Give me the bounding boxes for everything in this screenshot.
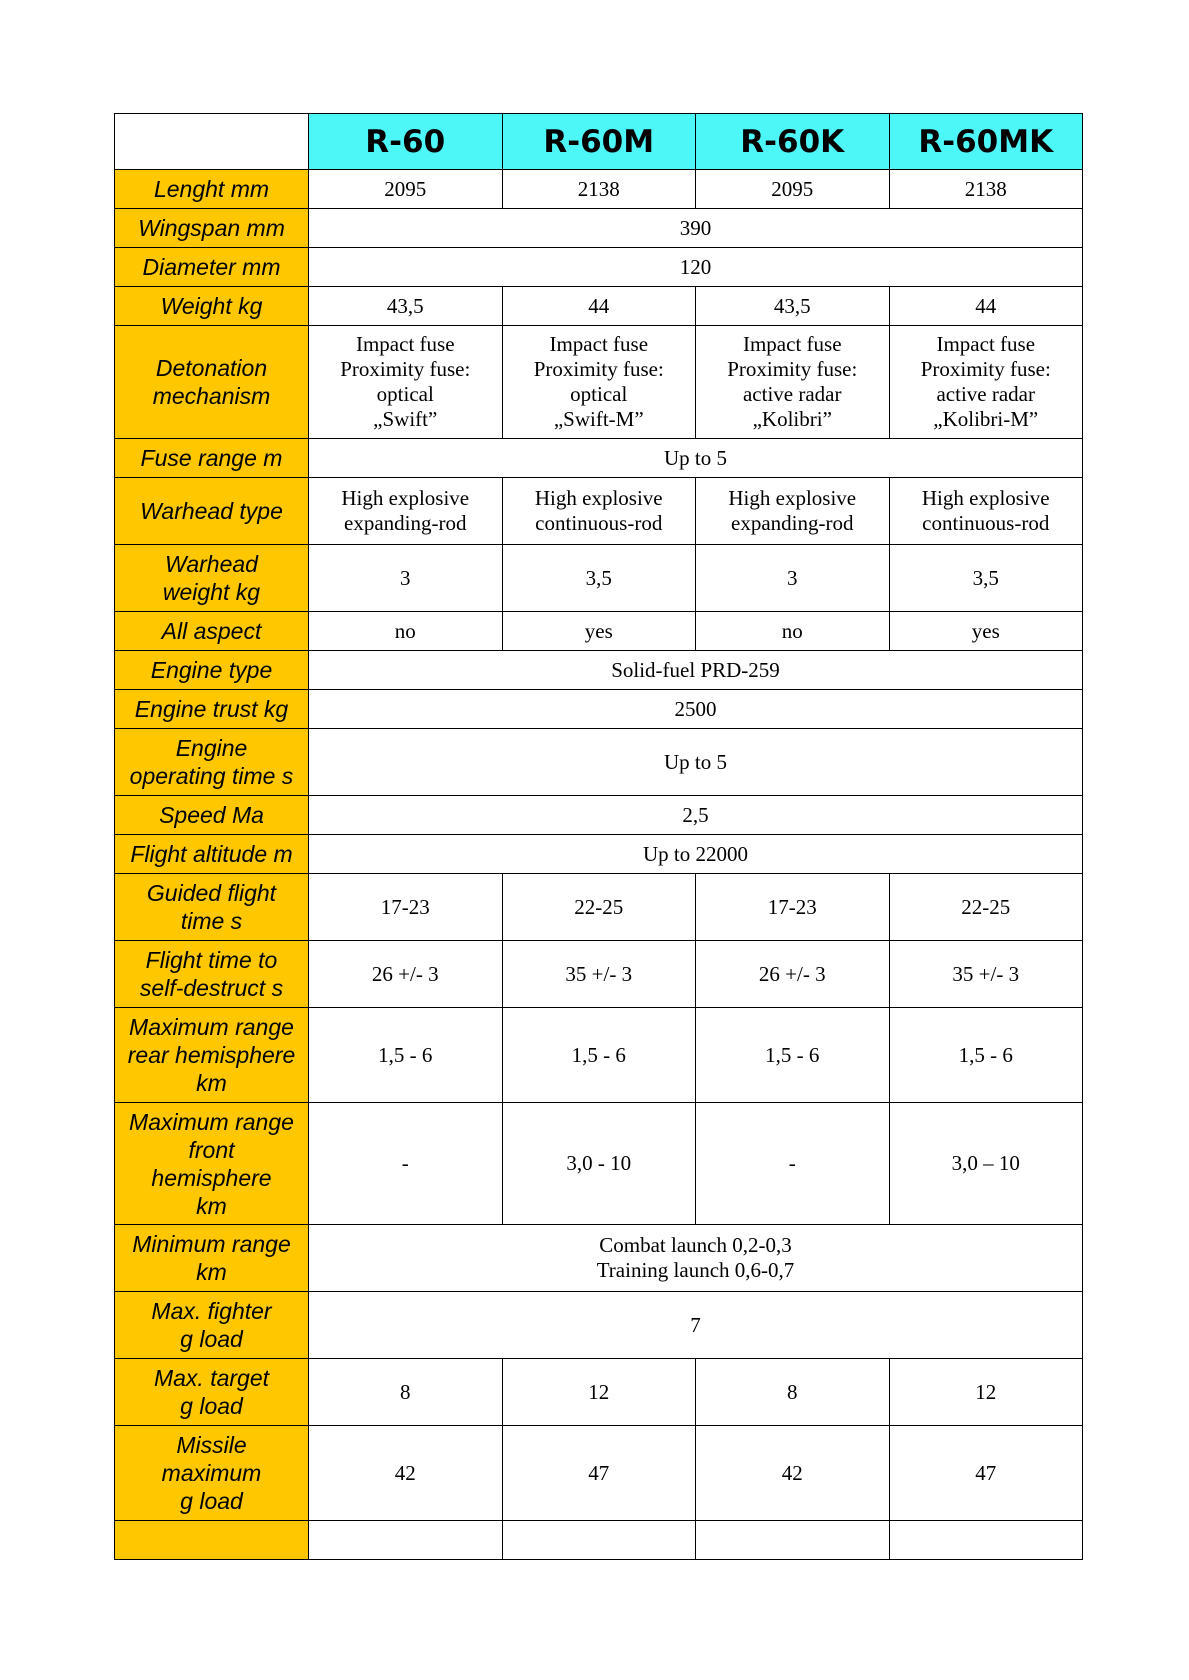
- value-cell: 3: [309, 545, 503, 612]
- value-cell: Impact fuse Proximity fuse: active radar „Kolibri-M”: [889, 326, 1083, 439]
- value-cell: 35 +/- 3: [889, 941, 1083, 1008]
- value-cell-all-models: Up to 22000: [309, 835, 1083, 874]
- value-cell: 3,0 - 10: [502, 1103, 696, 1225]
- spec-row: [115, 287, 1083, 326]
- spec-row: [115, 1426, 1083, 1521]
- spec-row: [115, 796, 1083, 835]
- spec-row: [115, 1225, 1083, 1292]
- value-cell: Impact fuse Proximity fuse: optical „Swift-M”: [502, 326, 696, 439]
- value-cell: 42: [696, 1426, 890, 1521]
- value-cell: -: [309, 1103, 503, 1225]
- row-label: Wingspan mm: [115, 209, 309, 248]
- row-label: All aspect: [115, 612, 309, 651]
- model-header-r60m: R-60M: [502, 114, 696, 170]
- spec-row: [115, 835, 1083, 874]
- value-cell: 35 +/- 3: [502, 941, 696, 1008]
- row-label: Detonation mechanism: [115, 326, 309, 439]
- spec-row: [115, 1103, 1083, 1225]
- row-label: Engine type: [115, 651, 309, 690]
- spec-row: [115, 651, 1083, 690]
- value-cell: 17-23: [696, 874, 890, 941]
- model-header-r60mk: R-60MK: [889, 114, 1083, 170]
- spec-row: [115, 1521, 1083, 1560]
- value-cell: 3,5: [502, 545, 696, 612]
- value-cell: 47: [889, 1426, 1083, 1521]
- value-cell: 26 +/- 3: [696, 941, 890, 1008]
- value-cell: 26 +/- 3: [309, 941, 503, 1008]
- spec-row: [115, 612, 1083, 651]
- spec-row: [115, 1292, 1083, 1359]
- row-label: Fuse range m: [115, 439, 309, 478]
- row-label: Flight altitude m: [115, 835, 309, 874]
- value-cell: 2138: [502, 170, 696, 209]
- value-cell: 3,5: [889, 545, 1083, 612]
- value-cell: 43,5: [696, 287, 890, 326]
- value-cell-all-models: 120: [309, 248, 1083, 287]
- spec-row: [115, 941, 1083, 1008]
- value-cell: Impact fuse Proximity fuse: optical „Swift”: [309, 326, 503, 439]
- corner-cell: [115, 114, 309, 170]
- value-cell: no: [696, 612, 890, 651]
- model-header-r60k: R-60K: [696, 114, 890, 170]
- value-cell: [696, 1521, 890, 1560]
- value-cell: 47: [502, 1426, 696, 1521]
- value-cell: [309, 1521, 503, 1560]
- spec-row: [115, 248, 1083, 287]
- value-cell: 3,0 – 10: [889, 1103, 1083, 1225]
- value-cell-all-models: Solid-fuel PRD-259: [309, 651, 1083, 690]
- missile-spec-table: [114, 113, 1083, 1560]
- value-cell: 44: [889, 287, 1083, 326]
- row-label: Warhead weight kg: [115, 545, 309, 612]
- spec-row: [115, 690, 1083, 729]
- spec-row: [115, 1359, 1083, 1426]
- row-label: [115, 1521, 309, 1560]
- value-cell: Impact fuse Proximity fuse: active radar „Kolibri”: [696, 326, 890, 439]
- value-cell: 8: [309, 1359, 503, 1426]
- row-label: Guided flight time s: [115, 874, 309, 941]
- value-cell: 1,5 - 6: [696, 1008, 890, 1103]
- spec-row: [115, 545, 1083, 612]
- row-label: Engine operating time s: [115, 729, 309, 796]
- row-label: Max. target g load: [115, 1359, 309, 1426]
- value-cell: 1,5 - 6: [502, 1008, 696, 1103]
- value-cell: [502, 1521, 696, 1560]
- value-cell: 1,5 - 6: [889, 1008, 1083, 1103]
- model-header-r60: R-60: [309, 114, 503, 170]
- spec-row: [115, 209, 1083, 248]
- value-cell: -: [696, 1103, 890, 1225]
- spec-body: [115, 170, 1083, 1560]
- value-cell: 3: [696, 545, 890, 612]
- row-label: Max. fighter g load: [115, 1292, 309, 1359]
- value-cell: High explosive expanding-rod: [696, 478, 890, 545]
- value-cell-all-models: 7: [309, 1292, 1083, 1359]
- value-cell-all-models: 390: [309, 209, 1083, 248]
- value-cell-all-models: Up to 5: [309, 439, 1083, 478]
- value-cell-all-models: 2500: [309, 690, 1083, 729]
- row-label: Warhead type: [115, 478, 309, 545]
- value-cell: 2095: [696, 170, 890, 209]
- value-cell: 12: [889, 1359, 1083, 1426]
- value-cell: 42: [309, 1426, 503, 1521]
- spec-row: [115, 478, 1083, 545]
- value-cell: 8: [696, 1359, 890, 1426]
- value-cell-all-models: 2,5: [309, 796, 1083, 835]
- row-label: Speed Ma: [115, 796, 309, 835]
- row-label: Maximum range front hemisphere km: [115, 1103, 309, 1225]
- value-cell: 44: [502, 287, 696, 326]
- row-label: Lenght mm: [115, 170, 309, 209]
- value-cell: 2138: [889, 170, 1083, 209]
- value-cell-all-models: Combat launch 0,2-0,3 Training launch 0,6-0,7: [309, 1225, 1083, 1292]
- row-label: Diameter mm: [115, 248, 309, 287]
- row-label: Missile maximum g load: [115, 1426, 309, 1521]
- header-row: [115, 114, 1083, 170]
- value-cell: no: [309, 612, 503, 651]
- value-cell: 12: [502, 1359, 696, 1426]
- spec-row: [115, 326, 1083, 439]
- spec-row: [115, 874, 1083, 941]
- value-cell: 43,5: [309, 287, 503, 326]
- value-cell: yes: [889, 612, 1083, 651]
- spec-row: [115, 1008, 1083, 1103]
- value-cell: 17-23: [309, 874, 503, 941]
- value-cell: High explosive continuous-rod: [889, 478, 1083, 545]
- value-cell: 1,5 - 6: [309, 1008, 503, 1103]
- spec-row: [115, 439, 1083, 478]
- value-cell: [889, 1521, 1083, 1560]
- value-cell: 2095: [309, 170, 503, 209]
- value-cell-all-models: Up to 5: [309, 729, 1083, 796]
- value-cell: High explosive continuous-rod: [502, 478, 696, 545]
- value-cell: 22-25: [502, 874, 696, 941]
- row-label: Minimum range km: [115, 1225, 309, 1292]
- row-label: Flight time to self-destruct s: [115, 941, 309, 1008]
- value-cell: 22-25: [889, 874, 1083, 941]
- row-label: Maximum range rear hemisphere km: [115, 1008, 309, 1103]
- spec-row: [115, 729, 1083, 796]
- spec-row: [115, 170, 1083, 209]
- value-cell: High explosive expanding-rod: [309, 478, 503, 545]
- value-cell: yes: [502, 612, 696, 651]
- row-label: Engine trust kg: [115, 690, 309, 729]
- row-label: Weight kg: [115, 287, 309, 326]
